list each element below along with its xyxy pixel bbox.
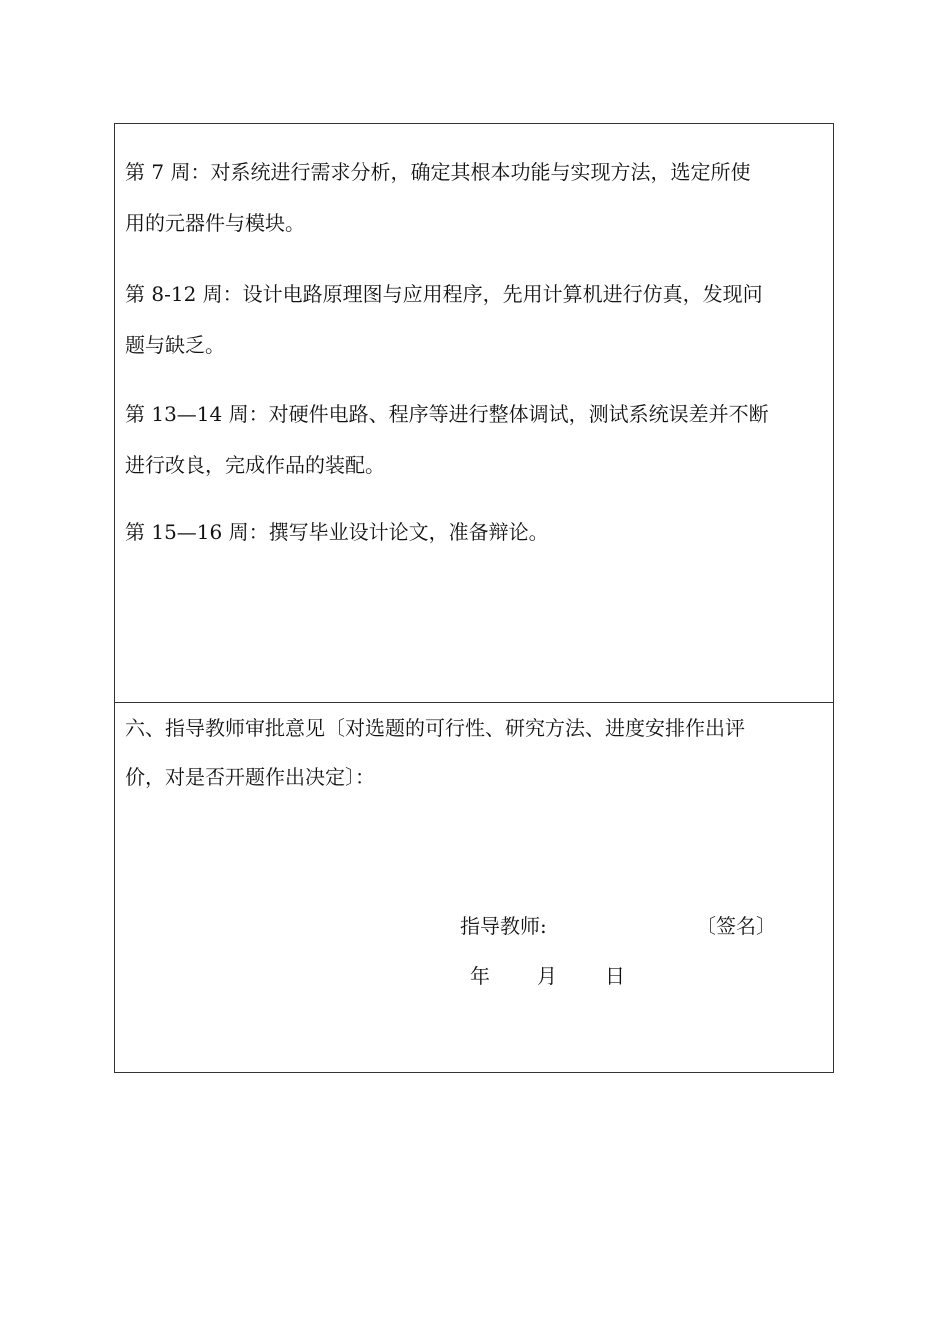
schedule-item-week-7	[125, 147, 825, 249]
schedule-item-week-8-12	[125, 269, 825, 371]
schedule-item-week-13-14	[125, 389, 825, 491]
approval-heading-line: 价，对是否开题作出决定〕：	[125, 765, 375, 789]
schedule-item-week-15-16	[125, 507, 825, 558]
date-year-label: 年	[470, 964, 490, 988]
approval-heading	[125, 704, 745, 802]
schedule-item-line: 第 8-12 周：设计电路原理图与应用程序，先用计算机进行仿真，发现问	[125, 282, 763, 306]
schedule-item-line: 第 15—16 周：撰写毕业设计论文，准备辩论。	[125, 520, 549, 544]
advisor-label: 指导教师:	[460, 914, 547, 938]
proposal-form-table	[114, 123, 834, 1073]
schedule-section	[115, 124, 833, 703]
date-month-label: 月	[537, 964, 557, 988]
date-day-label: 日	[605, 964, 625, 988]
signature-note: 〔签名〕	[696, 914, 776, 938]
schedule-item-line: 进行改良，完成作品的装配。	[125, 453, 385, 477]
schedule-item-line: 题与缺乏。	[125, 333, 225, 357]
approval-section	[115, 703, 833, 1072]
schedule-item-line: 第 13—14 周：对硬件电路、程序等进行整体调试，测试系统误差并不断	[125, 402, 769, 426]
approval-heading-line: 六、指导教师审批意见〔对选题的可行性、研究方法、进度安排作出评	[125, 716, 745, 740]
schedule-item-line: 第 7 周：对系统进行需求分析，确定其根本功能与实现方法，选定所使	[125, 160, 751, 184]
schedule-item-line: 用的元器件与模块。	[125, 211, 305, 235]
